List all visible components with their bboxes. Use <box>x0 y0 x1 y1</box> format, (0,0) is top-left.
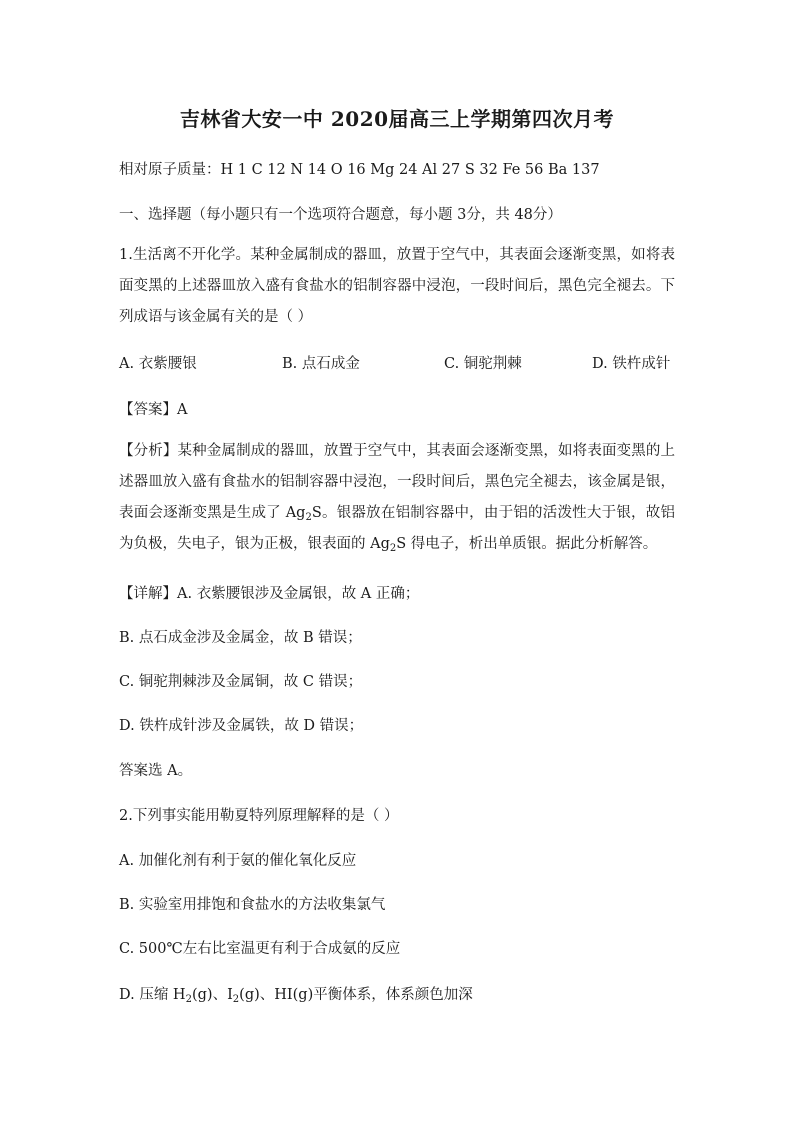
question-2-stem: 2.下列事实能用勒夏特列原理解释的是（ ） <box>119 808 399 824</box>
section-heading: 一、选择题（每小题只有一个选项符合题意，每小题 3分，共 48分） <box>119 207 562 223</box>
q2-option-c: C. 500℃左右比室温更有利于合成氨的反应 <box>119 941 401 957</box>
q1-option-d: D. 铁杵成针 <box>592 356 671 372</box>
q1-option-c: C. 铜驼荆棘 <box>444 356 522 372</box>
q2-option-a: A. 加催化剂有利于氨的催化氧化反应 <box>119 853 357 869</box>
q1-final-answer: 答案选 A。 <box>119 763 193 779</box>
q1-detail-b: B. 点石成金涉及金属金，故 B 错误； <box>119 630 362 646</box>
q1-detail-c: C. 铜驼荆棘涉及金属铜，故 C 错误； <box>119 674 363 690</box>
q1-analysis-text-1: 【分析】某种金属制成的器皿，放置于空气中，其表面会逐渐变黑，如将表面变黑的上述器皿放入盛有食盐水的铝制容器中浸泡，一段时间后，黑色完全褪去，该金属是银，表面会逐渐变黑是生成了 Ag <box>119 443 675 521</box>
q1-detail-d: D. 铁杵成针涉及金属铁，故 D 错误； <box>119 718 364 734</box>
q1-option-b: B. 点石成金 <box>282 356 360 372</box>
q2-option-d-text-1: D. 压缩 H <box>119 987 186 1003</box>
q1-analysis-text-3: S 得电子，析出单质银。据此分析解答。 <box>396 536 658 552</box>
q1-answer: 【答案】A <box>119 402 188 418</box>
q2-option-b: B. 实验室用排饱和食盐水的方法收集氯气 <box>119 897 386 913</box>
q1-detail-a: 【详解】A. 衣紫腰银涉及金属银，故 A 正确； <box>119 586 420 602</box>
q2-option-d <box>119 983 473 1004</box>
q1-analysis-sub-1: 2 <box>305 512 312 523</box>
q1-analysis-sub-2: 2 <box>389 543 397 554</box>
q2-option-d-sub-2: 2 <box>232 994 240 1005</box>
q2-option-d-text-2: (g)、I <box>191 987 233 1003</box>
atomic-mass-line: 相对原子质量：H 1 C 12 N 14 O 16 Mg 24 Al 27 S 32 Fe 56 Ba 137 <box>119 162 600 178</box>
q1-option-a: A. 衣紫腰银 <box>119 356 197 372</box>
q1-analysis-text-2: S。银器放在铝制容器中，由于铝的活泼性大于银，故铝为负极，失电子，银为正极，银表面的 Ag <box>119 505 675 552</box>
question-1-stem: 1.生活离不开化学。某种金属制成的器皿，放置于空气中，其表面会逐渐变黑，如将表面变黑的上述器皿放入盛有食盐水的铝制容器中浸泡，一段时间后，黑色完全褪去。下列成语与该金属有关的是（ ） <box>119 247 675 325</box>
page-title: 吉林省大安一中 2020届高三上学期第四次月考 <box>179 107 615 131</box>
q1-analysis <box>119 436 675 560</box>
q2-option-d-sub-1: 2 <box>185 994 192 1005</box>
q2-option-d-text-3: (g)、HI(g)平衡体系，体系颜色加深 <box>239 987 473 1003</box>
